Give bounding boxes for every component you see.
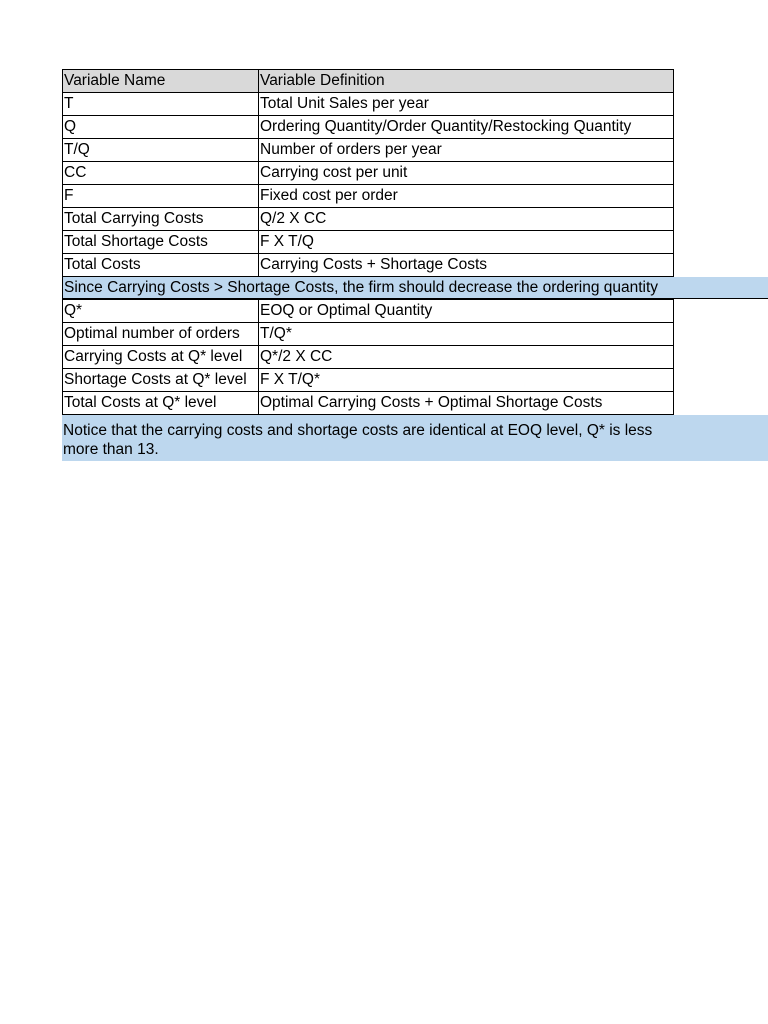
variable-definition-cell[interactable]: Optimal Carrying Costs + Optimal Shortage Costs [259, 392, 674, 415]
table-row [63, 392, 674, 415]
variable-name-cell[interactable]: Shortage Costs at Q* level [63, 369, 259, 392]
variable-name-cell[interactable]: T [63, 93, 259, 116]
table-row [63, 185, 674, 208]
variable-definition-cell[interactable]: Total Unit Sales per year [259, 93, 674, 116]
variable-name-cell[interactable]: Q* [63, 300, 259, 323]
variable-name-cell[interactable]: Q [63, 116, 259, 139]
variable-definition-cell[interactable]: EOQ or Optimal Quantity [259, 300, 674, 323]
decision-note[interactable]: Since Carrying Costs > Shortage Costs, the firm should decrease the ordering quantity [62, 277, 768, 299]
variable-definition-cell[interactable]: Ordering Quantity/Order Quantity/Restocking Quantity [259, 116, 674, 139]
table-body-top [63, 93, 674, 277]
table-row [63, 93, 674, 116]
table-row [63, 231, 674, 254]
table-row [63, 116, 674, 139]
table-row [63, 208, 674, 231]
variable-definition-cell[interactable]: Carrying Costs + Shortage Costs [259, 254, 674, 277]
variable-name-cell[interactable]: Optimal number of orders [63, 323, 259, 346]
table-row [63, 300, 674, 323]
table-row [63, 369, 674, 392]
variable-definition-cell[interactable]: Q*/2 X CC [259, 346, 674, 369]
variable-definition-cell[interactable]: Number of orders per year [259, 139, 674, 162]
header-variable-definition[interactable]: Variable Definition [259, 70, 674, 93]
variable-name-cell[interactable]: Total Carrying Costs [63, 208, 259, 231]
table-row [63, 254, 674, 277]
variable-definition-cell[interactable]: F X T/Q [259, 231, 674, 254]
table-row [63, 139, 674, 162]
variable-definitions-table [62, 69, 674, 277]
spreadsheet-region [62, 69, 768, 461]
table-body-bottom [63, 300, 674, 415]
table-row [63, 323, 674, 346]
variable-name-cell[interactable]: Total Costs at Q* level [63, 392, 259, 415]
variable-definition-cell[interactable]: Fixed cost per order [259, 185, 674, 208]
variable-definition-cell[interactable]: Q/2 X CC [259, 208, 674, 231]
table-header-row [63, 70, 674, 93]
table-row [63, 162, 674, 185]
variable-name-cell[interactable]: T/Q [63, 139, 259, 162]
variable-name-cell[interactable]: CC [63, 162, 259, 185]
variable-name-cell[interactable]: F [63, 185, 259, 208]
header-variable-name[interactable]: Variable Name [63, 70, 259, 93]
optimal-variables-table [62, 299, 674, 415]
variable-name-cell[interactable]: Carrying Costs at Q* level [63, 346, 259, 369]
variable-definition-cell[interactable]: T/Q* [259, 323, 674, 346]
table-row [63, 346, 674, 369]
conclusion-note[interactable]: Notice that the carrying costs and shortage costs are identical at EOQ level, Q* is less more than 13. [62, 415, 768, 461]
variable-name-cell[interactable]: Total Shortage Costs [63, 231, 259, 254]
variable-name-cell[interactable]: Total Costs [63, 254, 259, 277]
variable-definition-cell[interactable]: Carrying cost per unit [259, 162, 674, 185]
variable-definition-cell[interactable]: F X T/Q* [259, 369, 674, 392]
